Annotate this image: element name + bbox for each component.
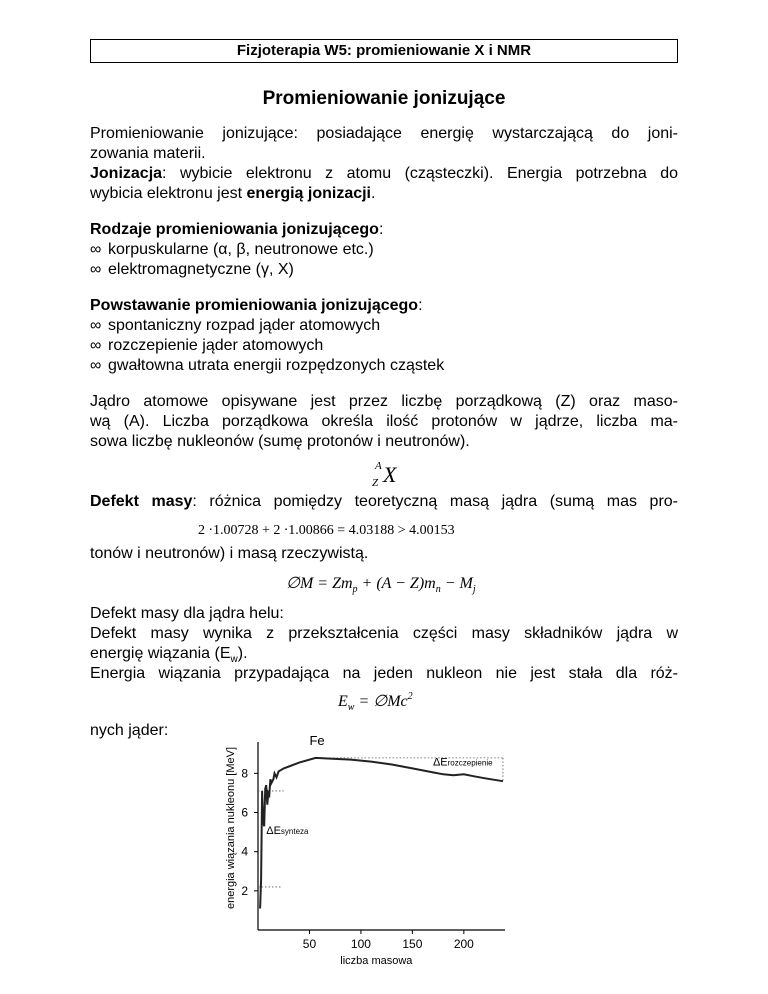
energia-jonizacji-term: energią jonizacji	[246, 185, 371, 202]
infinity-bullet-icon: ∞	[90, 337, 102, 354]
y-tick-label: 2	[241, 883, 248, 898]
helium-line-2: Defekt masy wynika z przekształcenia części masy składników jądra w	[90, 625, 678, 642]
x-tick-label: 100	[350, 937, 371, 951]
section-title: Promieniowanie jonizujące	[262, 88, 506, 109]
helium-line-4: Energia wiązania przypadająca na jeden nukleon nie jest stała dla róż-	[90, 665, 678, 682]
y-tick-label: 8	[241, 766, 248, 781]
delta-e-synteza-label	[266, 825, 309, 837]
powstawanie-colon: :	[418, 297, 423, 314]
eq-e-rhs: = ∅Mc	[354, 693, 408, 710]
defekt-line-3: tonów i neutronów) i masą rzeczywistą.	[90, 545, 369, 562]
nucleus-line-2: wą (A). Liczba porządkowa określa ilość protonów w jądrze, liczba ma-	[90, 413, 678, 430]
eq-e-sub: w	[347, 702, 355, 713]
atomic-number: Z	[372, 477, 379, 489]
x-tick-label: 150	[402, 937, 423, 951]
eq-mid: + (A − Z)m	[357, 575, 436, 592]
defekt-text: : różnica pomiędzy teoretyczną masą jądra (sumą mas pro-	[192, 493, 679, 510]
rozcz-sub: rozczepienie	[447, 758, 493, 768]
helium-line-1: Defekt masy dla jądra helu:	[90, 605, 284, 622]
ew-subscript: w	[230, 654, 238, 665]
eq-sub-p: p	[352, 584, 358, 595]
eq-sub-n: n	[435, 584, 441, 595]
helium-calculation: 2 ⋅1.00728 + 2 ⋅1.00866 = 4.03188 > 4.00153	[198, 523, 455, 538]
eq-e-sup: 2	[407, 691, 413, 702]
eq-sub-j: j	[472, 584, 476, 595]
list-item-text: korpuskularne (α, β, neutronowe etc.)	[108, 241, 374, 258]
nucleus-line-3: sowa liczbę nukleonów (sumę protonów i neutronów).	[90, 433, 470, 450]
x-axis-label: liczba masowa	[340, 955, 413, 967]
helium-line-5: nych jąder:	[90, 722, 169, 739]
rodzaje-colon: :	[378, 221, 384, 238]
delta-e-rozczepienie-label	[433, 757, 493, 769]
list-item-text: elektromagnetyczne (γ, X)	[108, 261, 294, 278]
mass-number: A	[375, 460, 382, 472]
x-tick-label: 50	[302, 937, 317, 951]
infinity-bullet-icon: ∞	[90, 317, 102, 334]
x-tick-label: 200	[453, 937, 474, 951]
intro-line-2: zowania materii.	[90, 145, 206, 162]
page-header: Fizjoterapia W5: promieniowanie X i NMR	[90, 39, 678, 63]
infinity-bullet-icon: ∞	[90, 241, 102, 258]
rodzaje-heading-text: Rodzaje promieniowania jonizującego	[90, 221, 379, 238]
element-symbol: X	[383, 462, 397, 487]
intro-line-1: Promieniowanie jonizujące: posiadające energię wystarczającą do joni-	[90, 125, 678, 142]
fe-label: Fe	[309, 732, 325, 748]
energia-wiazania-end: ).	[237, 645, 248, 662]
synt-sub: synteza	[280, 827, 309, 837]
nucleus-line-1: Jądro atomowe opisywane jest przez liczbę porządkową (Z) oraz maso-	[90, 393, 678, 410]
energia-wiazania-text: energię wiązania (E	[90, 645, 231, 662]
rozcz-delta: ΔE	[432, 756, 448, 769]
list-item-text: rozczepienie jąder atomowych	[108, 337, 324, 354]
jonizacja-text: : wybicie elektronu z atomu (cząsteczki). Energia potrzebna do	[162, 165, 678, 182]
defekt-term: Defekt masy	[90, 493, 193, 510]
y-tick-label: 4	[241, 844, 248, 859]
y-axis-label: energia wiązania nukleonu [MeV]	[225, 746, 237, 910]
powstawanie-heading-text: Powstawanie promieniowania jonizującego	[90, 297, 419, 314]
energia-end: .	[371, 185, 376, 202]
eq-minus: − M	[440, 575, 473, 592]
y-tick-label: 6	[241, 805, 248, 820]
eq-e: E	[338, 693, 348, 710]
jonizacja-term: Jonizacja	[90, 165, 163, 182]
infinity-bullet-icon: ∞	[90, 357, 102, 374]
eq-lhs: ∅M = Zm	[286, 575, 353, 592]
list-item-text: gwałtowna utrata energii rozpędzonych cząstek	[108, 357, 445, 374]
infinity-bullet-icon: ∞	[90, 261, 102, 278]
energia-text: wybicia elektronu jest	[90, 185, 247, 202]
list-item-text: spontaniczny rozpad jąder atomowych	[108, 317, 381, 334]
synt-delta: ΔE	[266, 825, 281, 838]
